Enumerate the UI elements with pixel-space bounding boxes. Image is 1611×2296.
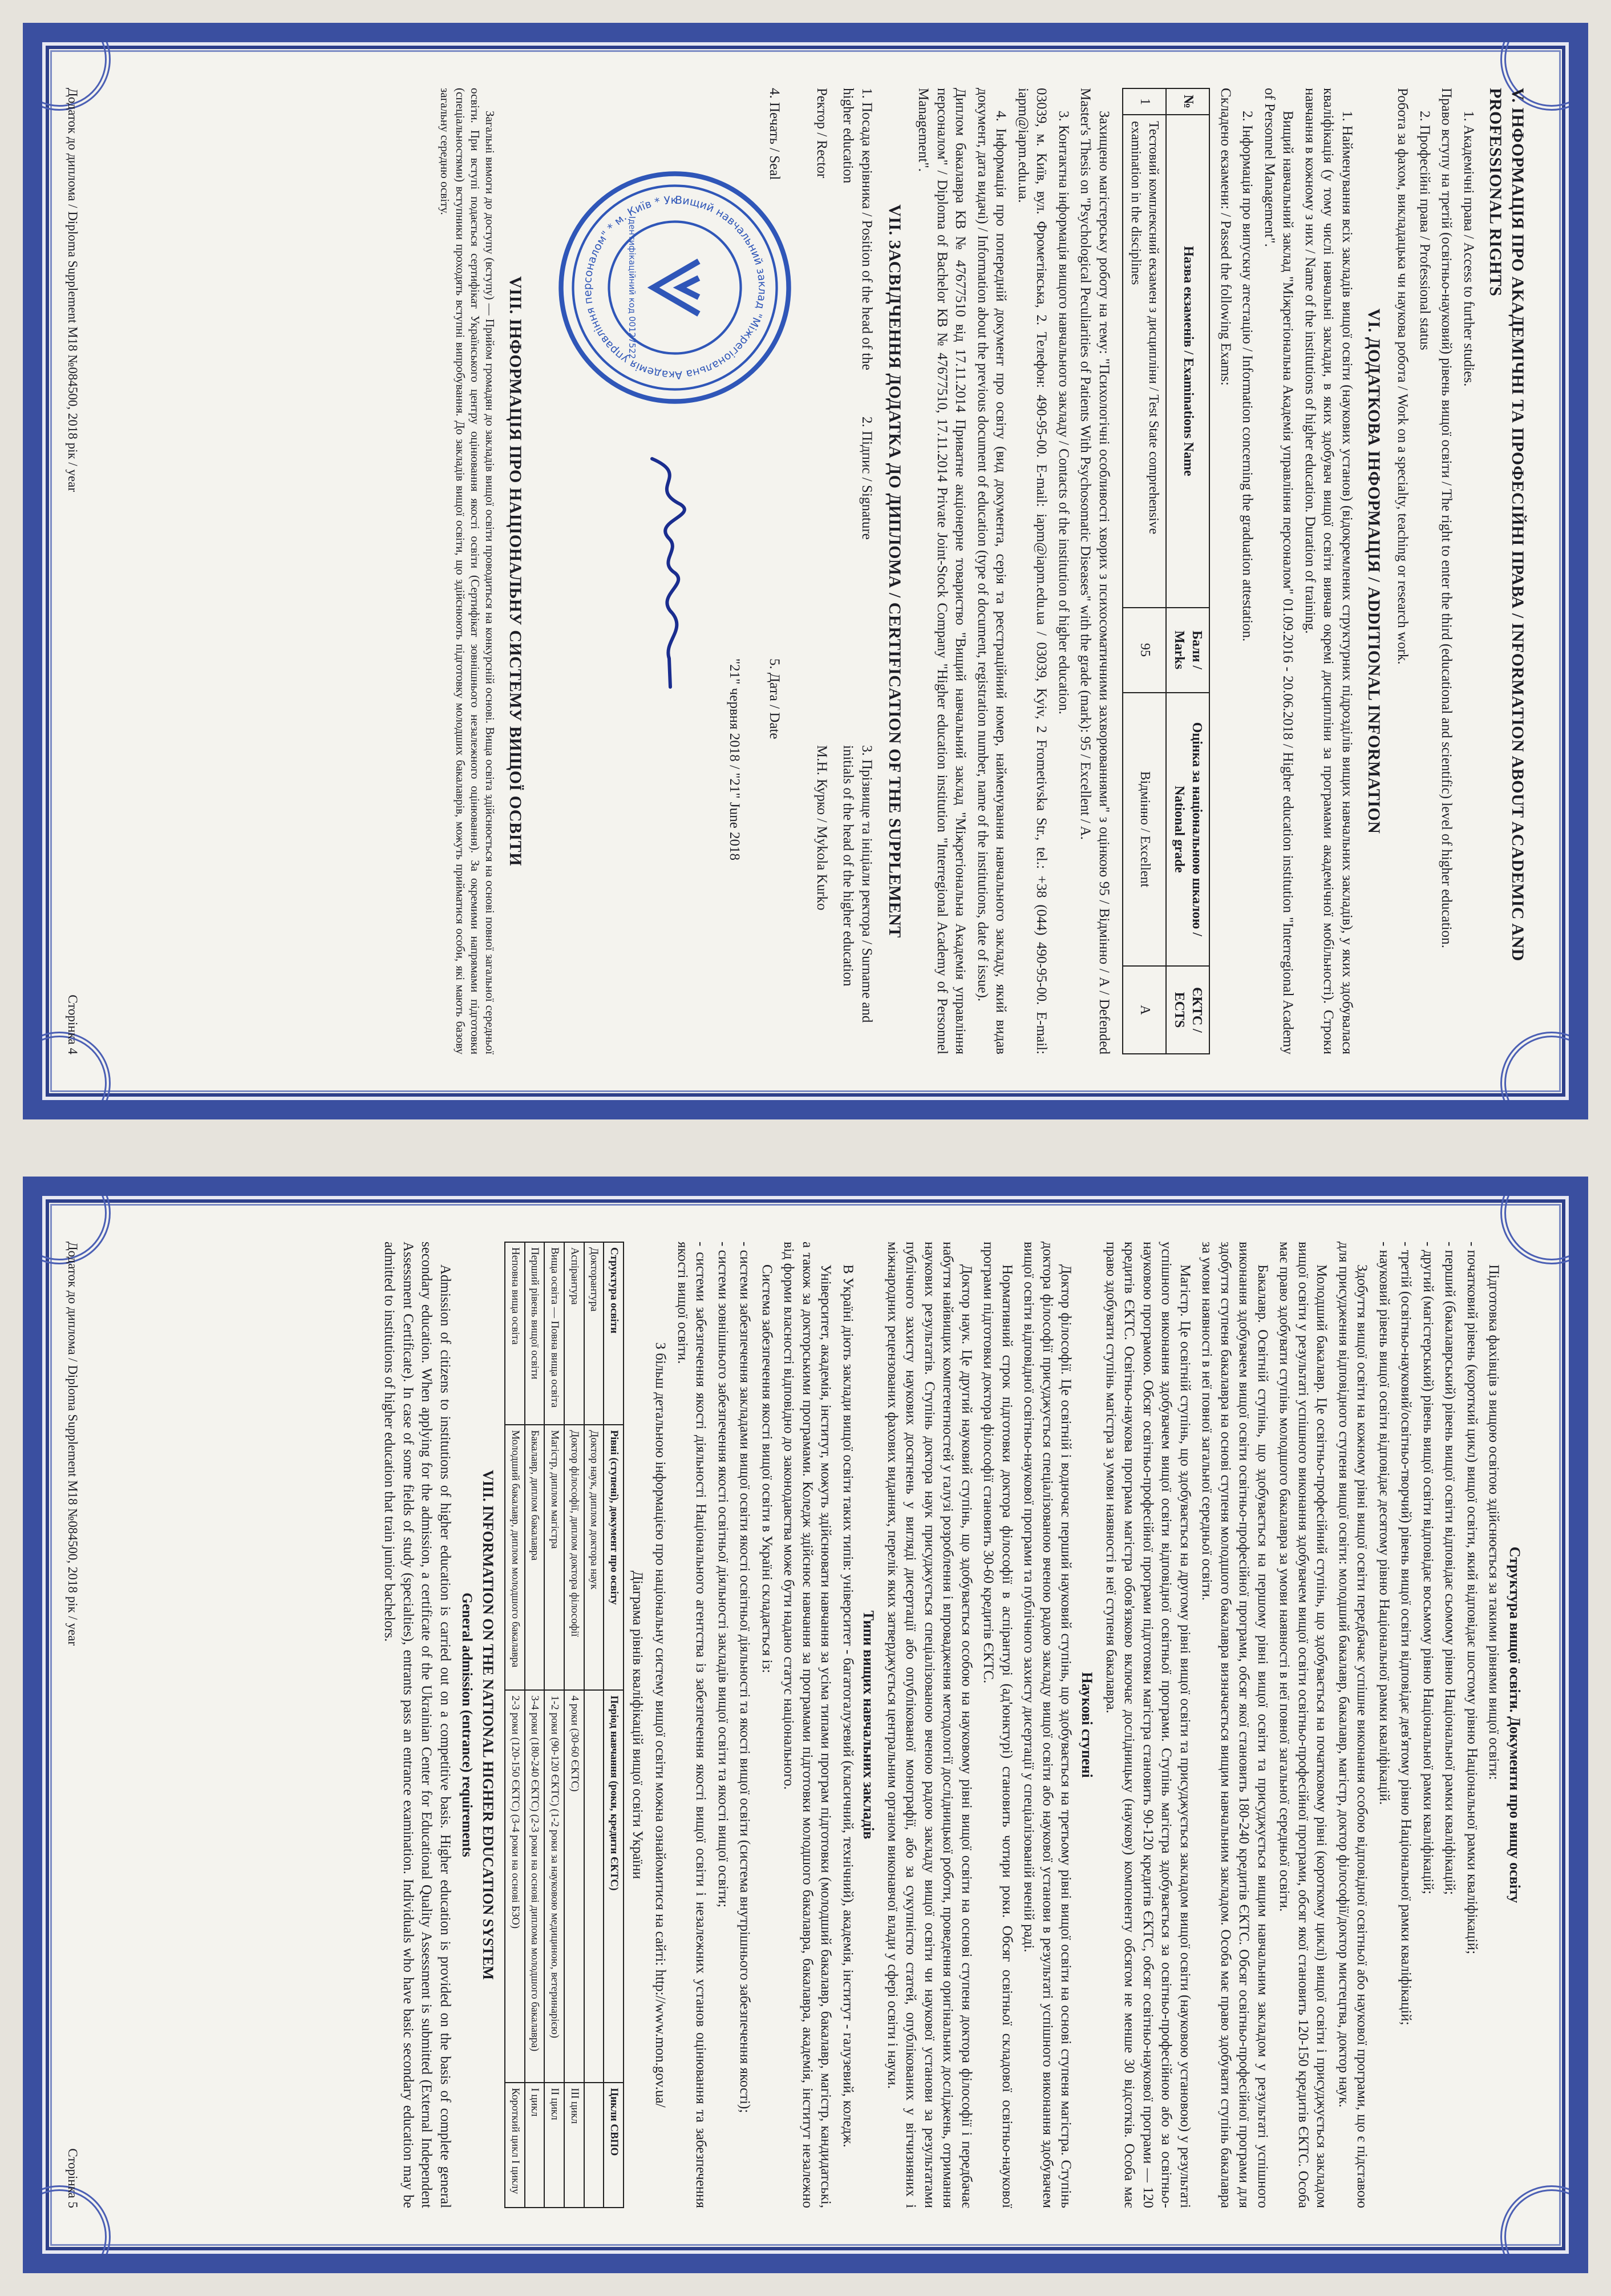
exam-col-marks: Бали / Marks (1166, 608, 1209, 693)
levels-cell (584, 2083, 604, 2208)
exam-name: Тестовий комплексний екзамен з дисципліни / Test State comprehensive examination in the disciplines (1123, 115, 1166, 607)
table-row (564, 1242, 584, 2208)
exam-num: 1 (1123, 88, 1166, 115)
structure-level: - науковий рівень вищої освіти відповідає десятому рівню Національної рамки кваліфікацій. (1376, 1242, 1392, 1805)
svg-text:Вищий навчальний заклад "Міжре (581, 168, 795, 381)
levels-cell: Аспірантура (564, 1242, 584, 1425)
seal-graphic (555, 168, 795, 407)
admission-title: General admission (entrance) requirements (459, 1592, 475, 1857)
table-row (544, 1242, 564, 2208)
levels-cell (584, 1690, 604, 2083)
admission-text: Admission of citizens to institutions of higher education is carried out on a competitive basis. Higher education is provided on the basis of complete general secondary education. When applying for the admission, a certificate of the Ukrainian Center for Educational Quality Assessment is submitted (External Independent Assessment Certificate). In case of some fields of study (specialties), entrants pass an entrance examination. Individuals who have basic secondary education may be admitted to institutions of higher education that train junior bachelors. (382, 1242, 453, 2208)
structure-title: Структура вищої освіти. Документи про вищу освіту (1507, 1546, 1523, 1903)
s5-item2-text: Робота за фахом, викладацька чи наукова робота / Work on a specialty, teaching or research work. (1395, 88, 1411, 665)
levels-col-degree: Рівні (ступені), документ про освіту (604, 1425, 624, 1690)
s5-item1: 1. Академічні права / Access to further studies. (1461, 111, 1476, 387)
quality-item: - системи забезпечення закладами вищої освіти якості освітньої діяльності та якості вищої освіти (система внутрішнього забезпечення якості); (737, 1242, 753, 2113)
exam-table (1122, 88, 1211, 1054)
exam-col-ects: ЄКТС / ECTS (1166, 966, 1209, 1054)
thesis-text: Захищено магістерську роботу на тему: "Психологічні особливості хворих з психосоматичними захворюваннями" з оцінкою 95 / Відмінно / A / Defended Master's Thesis on "Psychological Peculiarities of Patients With Psychosomatic Diseases" with the grade (mark): 95 / Excellent / A. (1078, 88, 1112, 1054)
levels-cell: III цикл (564, 2083, 584, 2208)
s6-item2: 2. Інформація про випускну атестацію / Information concerning the graduation attestation. (1240, 111, 1256, 642)
types-title: Типи вищих навчальних закладів (860, 1610, 877, 1840)
s5-item2: 2. Професійні права / Professional status (1417, 111, 1432, 350)
seal-area (527, 88, 795, 1054)
levels-cell: I цикл (525, 2083, 545, 2208)
date-value: "21" червня 2018 / "21" June 2018 (727, 658, 743, 860)
phd-duration: Нормативний строк підготовки доктора філософії в аспірантурі (ад'юнктурі) становить чотири роки. Обсяг освітньої складової освітньо-наукової програми підготовки доктора філософії становить 30-60 кредитів ЄКТС. (981, 1242, 1015, 2208)
levels-cell: Бакалавр, диплом бакалавра (525, 1425, 545, 1690)
footer-doc-id: Додаток до диплома / Diploma Supplement M18 №084500, 2018 рік / year (66, 88, 80, 492)
structure-level: - другий (магістерський) рівень вищої освіти відповідає восьмому рівню Національної рамки кваліфікацій; (1420, 1242, 1436, 1894)
structure-level: - початковий рівень (короткий цикл) вищої освіти, який відповідає шостому рівню Національної рамки кваліфікацій; (1464, 1242, 1480, 1955)
levels-cell: Перший рівень вищої освіти (525, 1242, 545, 1425)
levels-cell: Доктор наук, диплом доктора наук (584, 1425, 604, 1690)
s6-item1: 1. Найменування всіх закладів вищої освіти (наукових установ) (відокремлених структурних підрозділів вищих навчальних закладів), у яких здобувалася кваліфікація (у тому числі навчальні заклади, в яких здобувач вищої освіти вивчав окремі дисципліни за програмами академічної мобільності). Строки навчання в кожному з них / Name of the institutions of higher education. Duration of training. (1302, 88, 1355, 1054)
page-5-content (380, 1242, 1524, 2208)
levels-cell: Магістр, диплом магістра (544, 1425, 564, 1690)
structure-level: - перший (бакалаврський) рівень вищої освіти відповідає сьомому рівню Національної рамки кваліфікацій; (1442, 1242, 1458, 1895)
exam-col-num: № (1166, 88, 1209, 115)
levels-cell: Неповна вища освіта (505, 1242, 525, 1425)
date-label: 5. Дата / Date (767, 658, 783, 739)
dsc: Доктор наук. Це другий науковий ступінь, що здобувається особою на науковому рівні вищої освіти на основі ступеня доктора філософії і передбачає набуття найвищих компетентностей у галузі розроблення і впровадження методології дослідницької роботи, проведення оригінальних досліджень, отримання наукових результатів. Ступінь доктора наук присуджується спеціалізованою вченою радою закладу вищої освіти чи наукової установи за результатами публічного захисту наукових досягнень у вигляді дисертації або опублікованої монографії, або за сукупністю статей, опублікованих у вітчизняних і міжнародних рецензованих фахових виданнях, перелік яких затверджується центральним органом виконавчої влади у сфері освіти і науки. (884, 1242, 974, 2208)
s6-item4-text: Диплом бакалавра КВ № 47677510 від 17.11.2014 Приватне акціонерне товариство "Вищий навчальний заклад "Міжрегіональна Академія управління персоналом" / Diploma of Bachelor КВ № 47677510, 17.11.2014 Private Joint-Stock Company "Higher education institution "Interregional Academy of Personnel Management". (916, 88, 969, 1054)
levels-cell: Молодший бакалавр, диплом молодшого бакалавра (505, 1425, 525, 1690)
education-levels-table (504, 1242, 624, 2208)
levels-cell: 1-2 роки (90-120 ЄКТС) (1-2 роки за науковою медициною, ветеринарією) (544, 1690, 564, 2083)
types-text: В Україні діють заклади вищої освіти таких типів: університет - багатогалузевий (класичний, технічний), академія, інститут - галузевий, коледж. (840, 1264, 856, 2148)
exam-grade: Відмінно / Excellent (1123, 693, 1166, 966)
page-5-footer (65, 1242, 80, 2208)
table-row (525, 1242, 545, 2208)
section-6-title: VI. ДОДАТКОВА ІНФОРМАЦІЯ / ADDITIONAL INFORMATION (1365, 308, 1383, 834)
page-4-content (438, 88, 1529, 1054)
diploma-supplement-spread (23, 23, 1588, 2273)
cert-name-label: 3. Прізвище та ініціали ректора / Surname and initials of the head of the higher education (840, 745, 875, 1023)
phd: Доктор філософії. Це освітній і водночас перший науковий ступінь, що здобувається на третьому рівні вищої освіти на основі ступеня магістра. Ступінь доктора філософії присуджується спеціалізованою вченою радою закладу вищої освіти або наукової установи в результаті успішного виконання здобувачем вищої освіти відповідної освітньо-наукової програми та публічного захисту дисертації у спеціалізованій вченій раді. (1021, 1242, 1074, 2208)
master: Магістр. Це освітній ступінь, що здобувається на другому рівні вищої освіти та присуджується закладом вищої освіти (науковою установою) у результаті успішного виконання здобувачем вищої освіти відповідної освітньої програми. Ступінь магістра здобувається за освітньо-професійною або за освітньо-науковою програмою. Обсяг освітньо-професійної програми підготовки магістра становить 90-120 кредитів ЄКТС, обсяг освітньо-наукової програми — 120 кредитів ЄКТС. Освітньо-наукова програма магістра обов'язково включає дослідницьку (наукову) компоненту обсягом не менше 30 відсотків. Особа має право здобувати ступінь магістра за умови наявності в неї ступеня бакалавра. (1103, 1242, 1193, 2208)
seal-code: Ідентифікаційний код 00127522 (627, 216, 637, 359)
quality-item: - системи зовнішнього забезпечення якості освітньої діяльності закладів вищої освіти та якості вищої освіти; (715, 1242, 731, 1908)
quality-item: - системи забезпечення якості діяльності Національного агентства із забезпечення якості вищої освіти і незалежних установ оцінювання та забезпечення якості вищої освіти. (674, 1242, 709, 2208)
levels-cell: II цикл (544, 2083, 564, 2208)
structure-text-2: Здобуття вищої освіти на кожному рівні вищої освіти передбачає успішне виконання особою відповідної освітньої або наукової програми, що є підставою для присудження відповідного ступеня вищої освіти: молодший бакалавр, бакалавр, магістр, доктор філософії/доктор мистецтва, доктор наук. (1335, 1242, 1370, 2208)
levels-cell: Докторантура (584, 1242, 604, 1425)
junior-bachelor: Молодший бакалавр. Це освітньо-професійний ступінь, що здобувається на початковому рівні (короткому циклі) вищої освіти і присуджується закладом вищої освіти у результаті успішного виконання здобувачем вищої освіти освітньо-професійної програми, обсяг якої становить 120-150 кредитів ЄКТС. Особа має право здобувати ступінь молодшого бакалавра за умови наявності в неї повної загальної середньої освіти. (1277, 1242, 1330, 2208)
structure-level: - третій (освітньо-науковий/освітньо-творчий) рівень вищої освіти відповідає дев'ятому рівню Національної рамки кваліфікацій; (1398, 1242, 1414, 2026)
structure-text-1: Підготовка фахівців з вищою освітою здійснюється за такими рівнями вищої освіти: (1486, 1264, 1502, 1780)
exam-marks: 95 (1123, 608, 1166, 693)
footer-doc-id: Додаток до диплома / Diploma Supplement M18 №084500, 2018 рік / year (66, 1242, 80, 1646)
section-8-title: VIII. ІНФОРМАЦІЯ ПРО НАЦІОНАЛЬНУ СИСТЕМУ ВИЩОЇ ОСВІТИ (506, 276, 525, 866)
rector-name: М.Н. Курко / Mykola Kurko (813, 745, 829, 911)
diagram-caption: Діаграма рівнів кваліфікацій вищої освіти України (629, 1570, 645, 1879)
seal-outer-text: Вищий навчальний заклад "Міжрегіональна Академія управління персоналом" * м. Київ * Ук (581, 193, 769, 382)
bachelor: Бакалавр. Освітній ступінь, що здобувається на першому рівні вищої освіти та присуджується вищим навчальним закладом у результаті успішного виконання здобувачем вищої освіти освітньо-професійної програми, обсяг якої становить 180-240 кредитів ЄКТС. Обсяг освітньо-професійної програми для здобуття ступеня бакалавра на основі ступеня молодшого бакалавра визначається вищим навчальним закладом. Особа має право здобувати ступінь бакалавра за умови наявності в неї повної загальної середньої освіти. (1199, 1242, 1270, 2208)
levels-cell: 3-4 роки (180-240 ЄКТС) (2-3 роки на основі диплома молодшого бакалавра) (525, 1690, 545, 2083)
s6-item1-text: Вищий навчальний заклад "Міжрегіональна Академія управління персоналом" 01.09.2016 - 20.06.2018 / Higher education institution "Interregional Academy of Personnel Management". (1262, 88, 1296, 1054)
rector-signature (635, 453, 703, 693)
quality-title: Система забезпечення якості вищої освіти в Україні складається із: (759, 1264, 775, 1674)
section-7-title: VII. ЗАСВІДЧЕННЯ ДОДАТКА ДО ДИПЛОМА / CERTIFICATION OF THE SUPPLEMENT (885, 204, 904, 938)
footer-page-number: Сторінка 4 (66, 995, 80, 1054)
s6-item2-text: Складено екзамени: / Passed the following Exams: (1218, 88, 1233, 386)
table-row (584, 1242, 604, 2208)
s6-item3-text: 03039, м. Київ, вул. Фрометівська, 2. Телефон: 490-95-00. E-mail: iapm@iapm.edu.ua / 03039, Kyiv, 2 Frometivska Str., tel.: +38 (044) 490-95-00. E-mail: iapm@iapm.edu.ua. (1015, 88, 1050, 1054)
table-row (505, 1242, 525, 2208)
exam-col-name: Назва екзаменів / Examinations Name (1166, 115, 1209, 607)
s8-text: Загальні вимоги до доступу (вступу) — Прийом громадян до закладів вищої освіти проводиться на конкурсній основі. Вища освіта здійснюється на основі повної загальної середньої освіти. При вступі подається сертифікат Українського центру оцінювання якості освіти (Сертифікат зовнішнього незалежного оцінювання). За окремими напрямами підготовки (спеціальностями) вступники проходять вступні випробування. До закладів вищої освіти, що здійснюють підготовку молодших бакалаврів, можуть прийматися особи, які мають базову загальну середню освіту. (438, 88, 497, 1054)
university-seal-stamp (555, 168, 795, 407)
levels-col-cycle: Цикли СВПО (604, 2083, 624, 2208)
levels-col-structure: Структура освіти (604, 1242, 624, 1425)
quality-link: З більш детальною інформацією про національну систему вищої освіти можна ознайомитися на сайті: http://www.mon.gov.ua/ (653, 1342, 669, 2108)
levels-cell: Вища освіта — Повна вища освіта (544, 1242, 564, 1425)
seal-label: 4. Печать / Seal (767, 88, 783, 180)
levels-cell: Доктор філософії, диплом доктора філософії (564, 1425, 584, 1690)
levels-cell: Короткий цикл І циклу (505, 2083, 525, 2208)
science-title: Наукові ступені (1079, 1672, 1096, 1778)
s6-item4: 4. Інформація про попередній документ про освіту (вид документа, серія та реєстраційний номер, найменування навчального закладу, який видав документ, дата видачі) / Information about the previous document of education (type of document, registration number, name of the institutions, date of issue). (974, 88, 1009, 1054)
levels-cell: 4 роки (30-60 ЄКТС) (564, 1690, 584, 2083)
page-4 (23, 23, 1588, 1119)
certification-values (812, 88, 831, 1054)
section-5-title: V. ІНФОРМАЦІЯ ПРО АКАДЕМІЧНІ ТА ПРОФЕСІЙНІ ПРАВА / INFORMATION ABOUT ACADEMIC AND PROFESSIONAL RIGHTS (1486, 88, 1527, 961)
rector-label: Ректор / Rector (813, 88, 829, 179)
levels-cell: 2-3 роки (120-150 ЄКТС) (3-4 роки на основі БЗО) (505, 1690, 525, 2083)
exam-col-grade: Оцінка за національною шкалою / National grade (1166, 693, 1209, 966)
s5-item1-text: Право вступу на третій (освітньо-науковий) рівень вищої освіти / The right to enter the third (educational and scientific) level of higher education. (1439, 88, 1455, 948)
exam-ects: A (1123, 966, 1166, 1054)
s6-item3: 3. Контактна інформація вищого навчального закладу / Contacts of the institution of higher education. (1055, 111, 1071, 714)
certification-labels (839, 88, 876, 1054)
cert-position-label: 1. Посада керівника / Position of the head of the higher education (840, 88, 875, 370)
cert-signature-label: 2. Підпис / Signature (859, 416, 875, 540)
page-5 (23, 1177, 1588, 2273)
footer-page-number: Сторінка 5 (66, 2148, 80, 2208)
page-4-footer (65, 88, 80, 1054)
section-8-en-title: VIII. INFORMATION ON THE NATIONAL HIGHER EDUCATION SYSTEM (479, 1470, 496, 1980)
levels-col-period: Період навчання (роки, кредити ЄКТС) (604, 1690, 624, 2083)
table-row (1123, 88, 1166, 1054)
types-text-2: Університет, академія, інститут, можуть здійснювати навчання за усіма типами програм підготовки (молодший бакалавр, бакалавр, магістр, кандидатські, а також за докторськими програмами. Коледж здійснює навчання за програмами підготовки молодшого бакалавра, бакалавра, академія, інститут незалежно від форми власності відповідно до законодавства може бути надано статус національного. (781, 1242, 834, 2208)
